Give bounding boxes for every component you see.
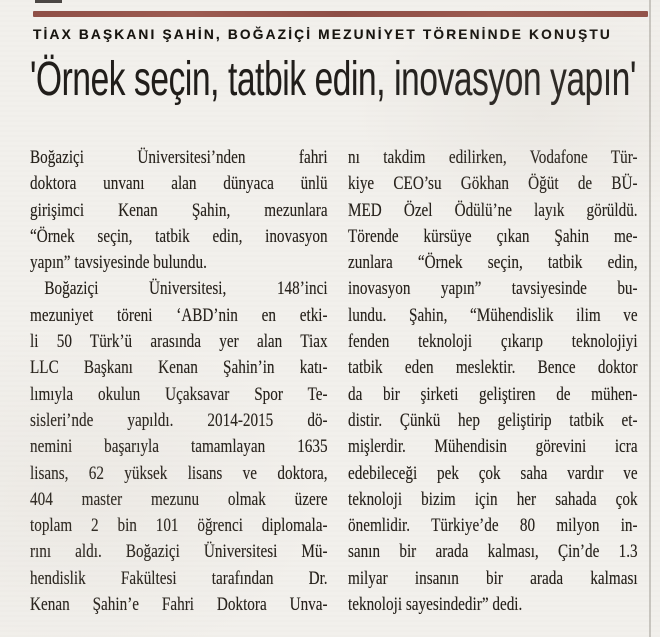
article-line: lımıyla okulun Uçaksavar Spor Te- — [30, 383, 328, 405]
article-line: inovasyon yapın” tavsiyesinde bu- — [348, 278, 638, 300]
article-line: zunlara “Örnek seçin, tatbik edin, — [348, 252, 638, 274]
article-line: nı takdim edilirken, Vodafone Tür- — [348, 147, 638, 168]
article-line: 404 master mezunu olmak üzere — [30, 488, 328, 510]
article-line: fenden teknoloji çıkarıp teknolojiyi — [348, 331, 638, 353]
article-line: li 50 Türk’ü arasında yer alan Tiax — [30, 331, 328, 353]
kicker-bar — [33, 11, 648, 17]
article-line: Boğaziçi Üniversitesi’nden fahri — [30, 147, 328, 168]
article-line: yapın” tavsiyesinde bulundu. — [30, 252, 207, 274]
article-column-right — [348, 145, 638, 618]
kicker-headline: TİAX BAŞKANI ŞAHİN, BOĞAZİÇİ MEZUNİYET TÖRENİNDE KONUŞTU — [33, 26, 612, 42]
article-line: teknoloji sayesindedir” dedi. — [348, 594, 523, 616]
scan-artifact — [35, 0, 62, 3]
article-line: “Örnek seçin, tatbik edin, inovasyon — [30, 225, 328, 247]
article-line: teknoloji bizim için her sahada çok — [348, 488, 638, 510]
article-line: doktora unvanı alan dünyaca ünlü — [30, 173, 328, 195]
article-line: MED Özel Ödülü’ne layık görüldü. — [348, 199, 638, 221]
article-line: tatbik eden meslektir. Bence doktor — [348, 357, 638, 379]
article-line: kiye CEO’su Gökhan Öğüt de BÜ- — [348, 173, 638, 195]
article-line: girişimci Kenan Şahin, mezunlara — [30, 199, 328, 221]
article-line: sisleri’nde yapıldı. 2014-2015 dö- — [30, 409, 328, 431]
article-line: LLC Başkanı Kenan Şahin’in katı- — [30, 357, 328, 379]
article-line: edebileceği pek çok saha vardır ve — [348, 462, 638, 484]
article-line: toplam 2 bin 101 öğrenci diplomala- — [30, 515, 328, 537]
main-headline: 'Örnek seçin, tatbik edin, inovasyon yapın' — [30, 53, 636, 106]
article-line: Törende kürsüye çıkan Şahin me- — [348, 225, 638, 247]
article-line: mezuniyet töreni ‘ABD’nin en etki- — [30, 304, 328, 326]
article-line: lundu. Şahin, “Mühendislik ilim ve — [348, 304, 638, 326]
article-line: mişlerdir. Mühendisin görevini icra — [348, 436, 638, 458]
article-line: rını aldı. Boğaziçi Üniversitesi Mü- — [30, 541, 328, 563]
adjacent-column-rule — [649, 0, 651, 637]
article-column-left — [30, 145, 328, 618]
article-line: Boğaziçi Üniversitesi, 148’inci — [44, 278, 328, 300]
article-line: önemlidir. Türkiye’de 80 milyon in- — [348, 515, 638, 537]
article-line: distir. Çünkü hep geliştirip tatbik et- — [348, 409, 638, 431]
article-line: hendislik Fakültesi tarafından Dr. — [30, 567, 328, 589]
article-line: milyar insanın bir arada kalması — [348, 567, 638, 589]
article-line: da bir şirketi geliştiren de mühen- — [348, 383, 638, 405]
article-line: Kenan Şahin’e Fahri Doktora Unva- — [30, 594, 328, 616]
article-line: lisans, 62 yüksek lisans ve doktora, — [30, 462, 328, 484]
article-line: sanın bir arada kalması, Çin’de 1.3 — [348, 541, 638, 563]
article-line: nemini başarıyla tamamlayan 1635 — [30, 436, 328, 458]
